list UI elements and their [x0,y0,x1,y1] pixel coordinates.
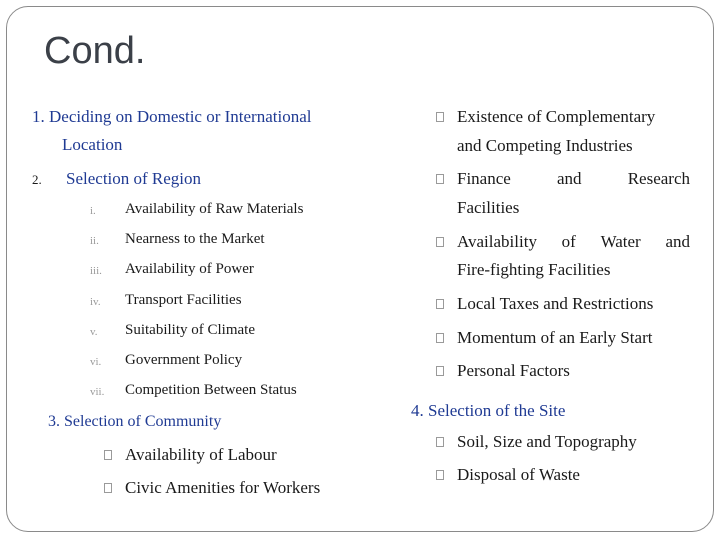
region-item-numeral: vii. [90,386,105,398]
community-item: Availability of Labour [125,445,277,464]
factor-item-word: and [556,169,582,188]
bullet-icon [104,450,112,460]
factor-item-line: Local Taxes and Restrictions [457,294,654,313]
region-item-numeral: vi. [90,356,102,368]
region-item-numeral: iii. [90,265,102,277]
region-item-text: Competition Between Status [125,382,297,398]
region-item-text: Nearness to the Market [125,231,265,247]
factor-item-line: Momentum of an Early Start [457,328,653,347]
bullet-icon [436,437,444,447]
region-item-text: Transport Facilities [125,292,242,308]
factor-item-line: Facilities [457,198,520,217]
factor-item-line: Fire-fighting Facilities [457,260,611,279]
factor-item-line: Personal Factors [457,361,570,380]
bullet-icon [104,483,112,493]
site-item: Disposal of Waste [457,465,580,484]
heading-region-number: 2. [32,172,42,187]
region-item-text: Availability of Power [125,261,254,277]
site-item: Soil, Size and Topography [457,432,637,451]
bullet-icon [436,470,444,480]
community-item: Civic Amenities for Workers [125,478,321,497]
factor-item-word: of [561,232,576,251]
bullet-icon [436,112,444,122]
factor-item-word: Finance [457,169,511,188]
factor-item-line: Existence of Complementary [457,107,656,126]
region-item-text: Government Policy [125,352,243,368]
factor-item-word: Water [600,232,641,251]
slide-title: Cond. [44,30,146,72]
bullet-icon [436,237,444,247]
heading-domestic-international-cont: Location [62,135,123,154]
heading-domestic-international: 1. Deciding on Domestic or International [32,107,312,126]
region-item-text: Availability of Raw Materials [125,201,304,217]
region-item-numeral: ii. [90,235,99,247]
factor-item-line [457,232,690,252]
factor-item-line: and Competing Industries [457,136,633,155]
factor-item-line [457,169,690,189]
region-item-numeral: v. [90,326,98,338]
factor-item-word: Availability [457,232,537,251]
heading-selection-of-community: 3. Selection of Community [48,413,222,430]
region-item-numeral: i. [90,205,96,217]
bullet-icon [436,333,444,343]
bullet-icon [436,299,444,309]
region-item-numeral: iv. [90,296,101,308]
bullet-icon [436,174,444,184]
heading-selection-of-region: Selection of Region [66,169,202,188]
region-item-text: Suitability of Climate [125,322,255,338]
factor-item-word: Research [627,169,690,188]
heading-selection-of-site: 4. Selection of the Site [411,401,566,420]
factor-item-word: and [665,232,690,251]
bullet-icon [436,366,444,376]
